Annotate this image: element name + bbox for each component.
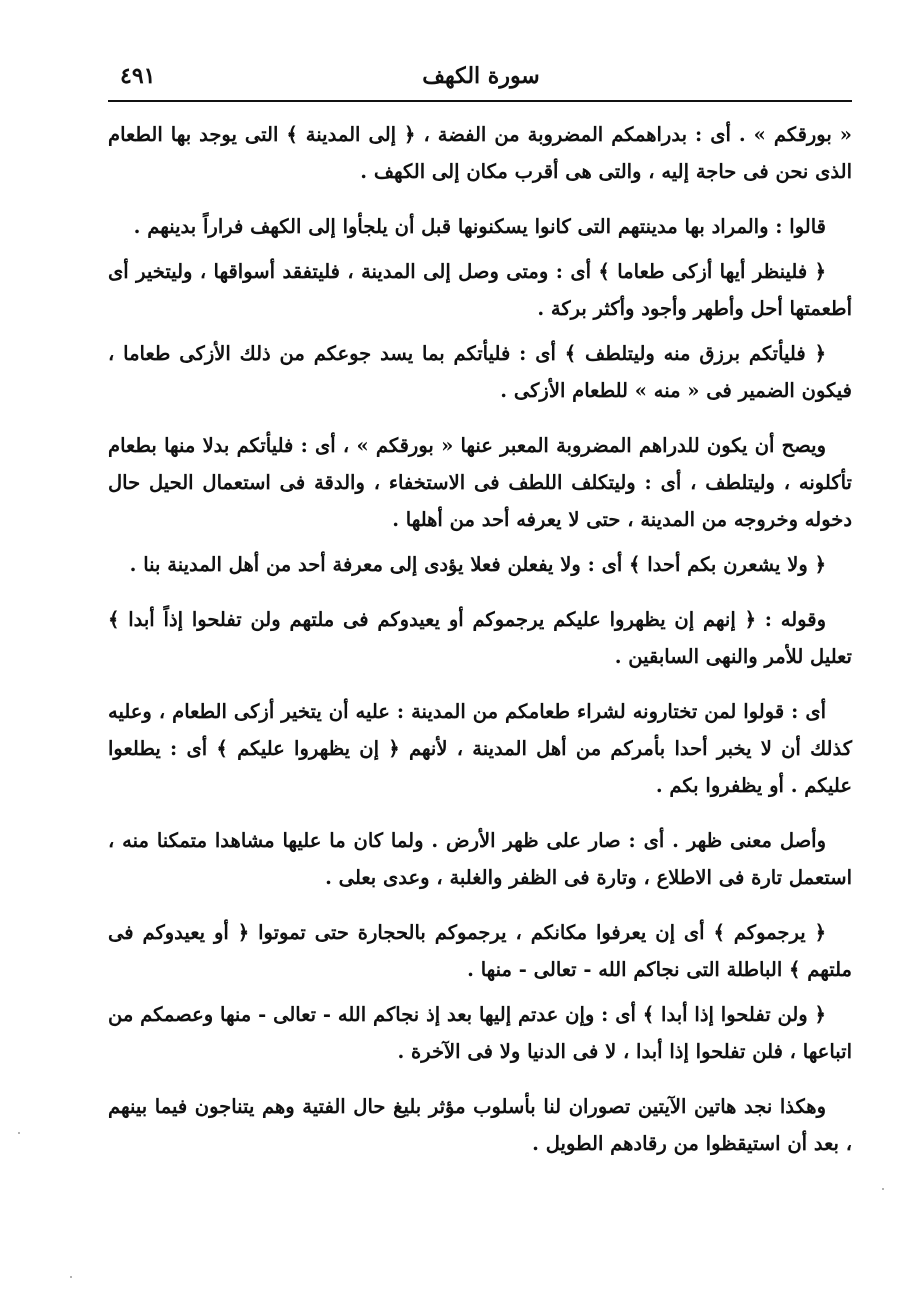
paragraph-6: ﴿ ولا يشعرن بكم أحدا ﴾ أى : ولا يفعلن فعلا يؤدى إلى معرفة أحد من أهل المدينة بنا . (129, 553, 826, 576)
page-number: ٤٩١ (120, 63, 156, 89)
paragraph-3: ﴿ فلينظر أيها أزكى طعاما ﴾ أى : ومتى وصل إلى المدينة ، فليتفقد أسواقها ، وليتخير أى أطعمتها أحل وأطهر وأجود وأكثر بركة . (108, 260, 852, 320)
paragraph-1: « بورقكم » . أى : بدراهمكم المضروبة من الفضة ، ﴿ إلى المدينة ﴾ التى يوجد بها الطعام الذى نحن فى حاجة إليه ، والتى هى أقرب مكان إلى الكهف . (108, 123, 852, 183)
surah-title: سورة الكهف (422, 63, 540, 89)
scan-speck (882, 1188, 884, 1190)
paragraph-8: أى : قولوا لمن تختارونه لشراء طعامكم من المدينة : عليه أن يتخير أزكى الطعام ، وعليه كذلك أن لا يخبر أحدا بأمركم من أهل المدينة ، لأنهم ﴿ إن يظهروا عليكم ﴾ أى : يطلعوا عليكم . أو يظفروا بكم . (108, 700, 852, 797)
paragraph-9: وأصل معنى ظهر . أى : صار على ظهر الأرض . ولما كان ما عليها مشاهدا متمكنا منه ، استعمل تارة فى الاطلاع ، وتارة فى الظفر والغلبة ، وعدى بعلى . (108, 829, 852, 889)
page-body (108, 116, 852, 1180)
paragraph-11: ﴿ ولن تفلحوا إذا أبدا ﴾ أى : وإن عدتم إليها بعد إذ نجاكم الله - تعالى - منها وعصمكم من اتباعها ، فلن تفلحوا إذا أبدا ، لا فى الدنيا ولا فى الآخرة . (108, 1003, 852, 1063)
paragraph-4: ﴿ فليأتكم برزق منه وليتلطف ﴾ أى : فليأتكم بما يسد جوعكم من ذلك الأزكى طعاما ، فيكون الضمير فى « منه » للطعام الأزكى . (108, 342, 852, 402)
paragraph-5: ويصح أن يكون للدراهم المضروبة المعبر عنها « بورقكم » ، أى : فليأتكم بدلا منها بطعام تأكلونه ، وليتلطف ، أى : وليتكلف اللطف فى الاستخفاء ، والدقة فى استعمال الحيل حال دخوله وخروجه من المدينة ، حتى لا يعرفه أحد من أهلها . (108, 434, 852, 531)
paragraph-2: قالوا : والمراد بها مدينتهم التى كانوا يسكنونها قبل أن يلجأوا إلى الكهف فراراً بدينهم . (133, 215, 826, 238)
scan-speck (18, 1132, 20, 1134)
paragraph-10: ﴿ يرجموكم ﴾ أى إن يعرفوا مكانكم ، يرجموكم بالحجارة حتى تموتوا ﴿ أو يعيدوكم فى ملتهم ﴾ الباطلة التى نجاكم الله - تعالى - منها . (108, 921, 852, 981)
paragraph-12: وهكذا نجد هاتين الآيتين تصوران لنا بأسلوب مؤثر بليغ حال الفتية وهم يتناجون فيما بينهم ، بعد أن استيقظوا من رقادهم الطويل . (108, 1095, 852, 1155)
paragraph-7: وقوله : ﴿ إنهم إن يظهروا عليكم يرجموكم أو يعيدوكم فى ملتهم ولن تفلحوا إذاً أبدا ﴾ تعليل للأمر والنهى السابقين . (108, 608, 852, 668)
page-header (112, 56, 850, 96)
scan-speck (70, 1276, 72, 1278)
header-rule (108, 100, 852, 102)
